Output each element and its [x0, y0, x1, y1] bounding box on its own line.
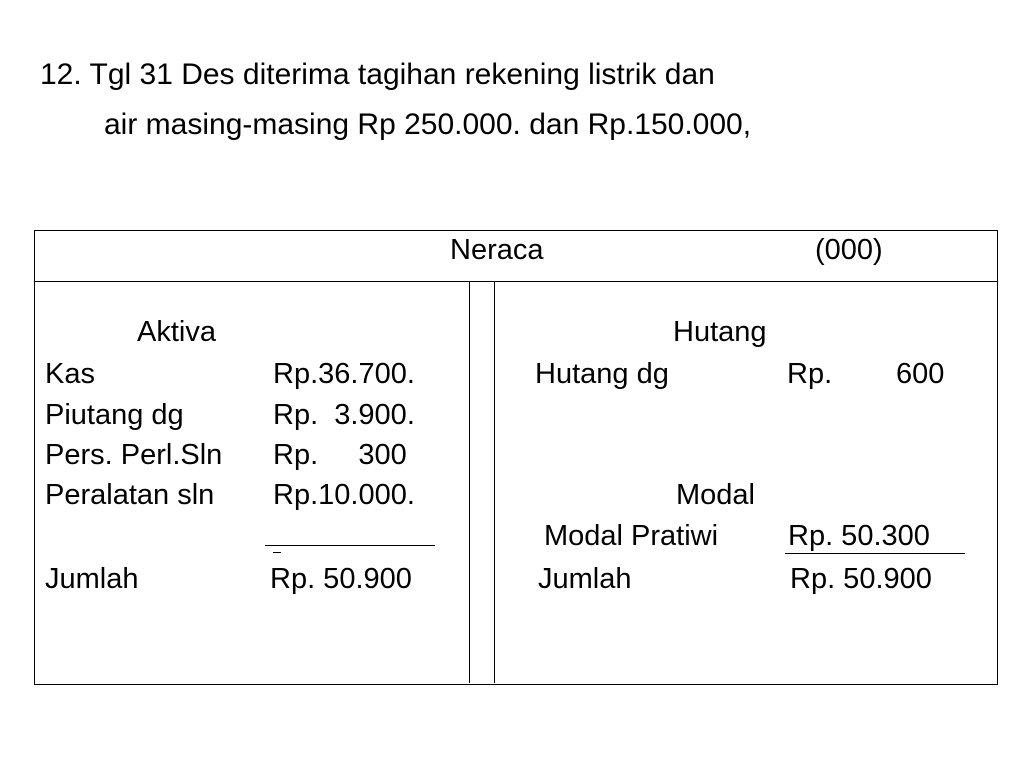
- equity-label: Modal Pratiwi: [544, 520, 719, 552]
- balance-sheet-unit: (000): [815, 234, 883, 266]
- title-divider: [34, 281, 998, 282]
- liabilities-heading: Hutang: [673, 316, 767, 348]
- asset-value: Rp. 300: [273, 439, 407, 471]
- equity-value: Rp. 50.300: [788, 520, 930, 552]
- right-total-label: Jumlah: [538, 563, 632, 595]
- asset-label: Kas: [45, 358, 95, 390]
- asset-value: Rp. 3.900.: [273, 399, 415, 431]
- asset-label: Piutang dg: [45, 399, 184, 431]
- liability-label: Hutang dg: [535, 358, 669, 390]
- liability-value: 600: [896, 358, 945, 390]
- asset-label: Pers. Perl.Sln: [45, 439, 223, 471]
- problem-line-2: air masing-masing Rp 250.000. dan Rp.150.000,: [104, 108, 752, 141]
- assets-sum-line: [265, 545, 435, 546]
- asset-value: Rp.10.000.: [273, 479, 415, 511]
- assets-sum-mark: [273, 552, 281, 553]
- t-account-right-line: [494, 281, 495, 683]
- asset-label: Peralatan sln: [45, 479, 215, 511]
- liability-currency: Rp.: [787, 358, 833, 390]
- assets-total-value: Rp. 50.900: [270, 563, 412, 595]
- right-total-value: Rp. 50.900: [790, 563, 932, 595]
- asset-value: Rp.36.700.: [273, 358, 415, 390]
- balance-sheet-title: Neraca: [450, 234, 544, 266]
- t-account-left-line: [469, 281, 470, 683]
- assets-total-label: Jumlah: [45, 563, 139, 595]
- assets-heading: Aktiva: [137, 316, 216, 348]
- problem-line-1: 12. Tgl 31 Des diterima tagihan rekening listrik dan: [40, 58, 715, 91]
- liabilities-sum-line: [785, 553, 965, 554]
- equity-heading: Modal: [676, 479, 755, 511]
